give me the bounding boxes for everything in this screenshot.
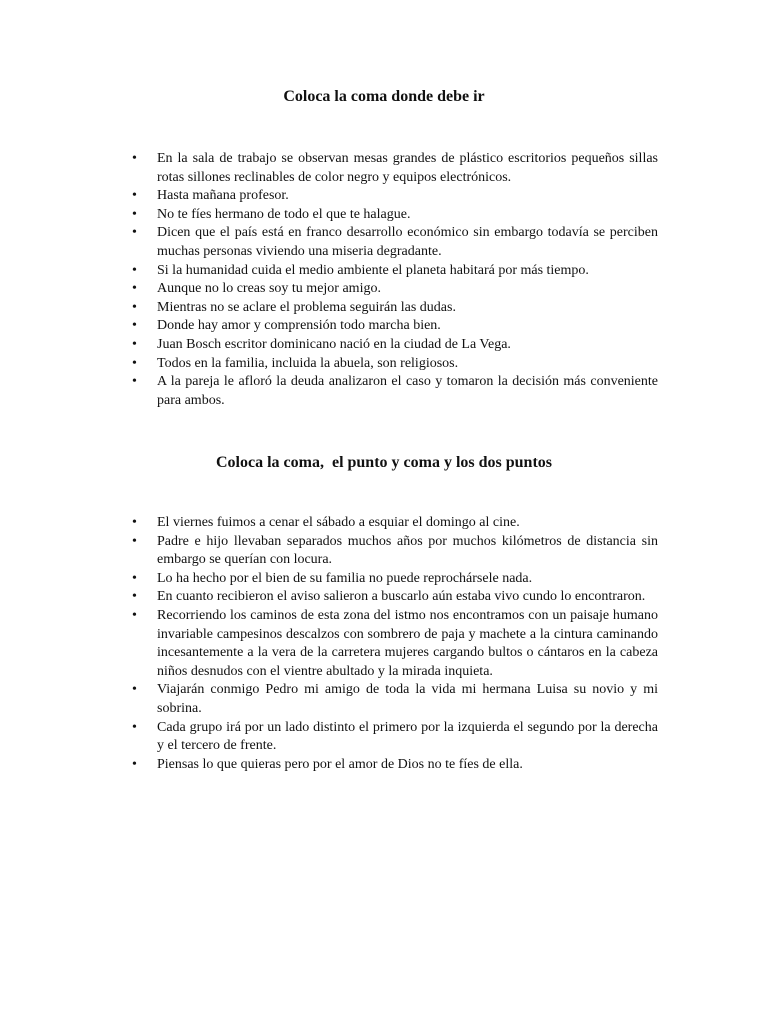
list-item: • Si la humanidad cuida el medio ambiente el planeta habitará por más tiempo. [130, 262, 658, 281]
section-2-list [130, 514, 658, 774]
list-item: • Juan Bosch escritor dominicano nació en la ciudad de La Vega. [130, 336, 658, 355]
list-item: • Viajarán conmigo Pedro mi amigo de toda la vida mi hermana Luisa su novio y mi sobrina. [130, 681, 658, 718]
list-item: • Cada grupo irá por un lado distinto el primero por la izquierda el segundo por la derecha y el tercero de frente. [130, 719, 658, 756]
section-1-title: Coloca la coma donde debe ir [283, 88, 485, 105]
list-item: • En cuanto recibieron el aviso salieron a buscarlo aún estaba vivo cundo lo encontraron. [130, 588, 658, 607]
section-2-title: Coloca la coma, el punto y coma y los dos puntos [215, 454, 553, 471]
list-item: • Mientras no se aclare el problema seguirán las dudas. [130, 299, 658, 318]
list-item: • Padre e hijo llevaban separados muchos años por muchos kilómetros de distancia sin embargo se querían con locura. [130, 533, 658, 570]
list-item: • En la sala de trabajo se observan mesas grandes de plástico escritorios pequeños sillas rotas sillones reclinables de color negro y equipos electrónicos. [130, 150, 658, 187]
list-item: • Recorriendo los caminos de esta zona del istmo nos encontramos con un paisaje humano invariable campesinos descalzos con sombrero de paja y machete a la cintura caminando incesantemente a la vera de la carretera mujeres cargando bultos o cántaros en la cabeza niños desnudos con el vientre abultado y la mirada inquieta. [130, 607, 658, 681]
list-item: • Donde hay amor y comprensión todo marcha bien. [130, 317, 658, 336]
list-item: • No te fíes hermano de todo el que te halague. [130, 206, 658, 225]
section-1-list [130, 150, 658, 410]
list-item: • Lo ha hecho por el bien de su familia no puede reprochársele nada. [130, 570, 658, 589]
list-item: • Todos en la familia, incluida la abuela, son religiosos. [130, 355, 658, 374]
list-item: • El viernes fuimos a cenar el sábado a esquiar el domingo al cine. [130, 514, 658, 533]
list-item: • A la pareja le afloró la deuda analizaron el caso y tomaron la decisión más conveniente para ambos. [130, 373, 658, 410]
list-item: • Dicen que el país está en franco desarrollo económico sin embargo todavía se perciben muchas personas viviendo una miseria degradante. [130, 224, 658, 261]
list-item: • Aunque no lo creas soy tu mejor amigo. [130, 280, 658, 299]
list-item: • Hasta mañana profesor. [130, 187, 658, 206]
list-item: • Piensas lo que quieras pero por el amor de Dios no te fíes de ella. [130, 756, 658, 775]
